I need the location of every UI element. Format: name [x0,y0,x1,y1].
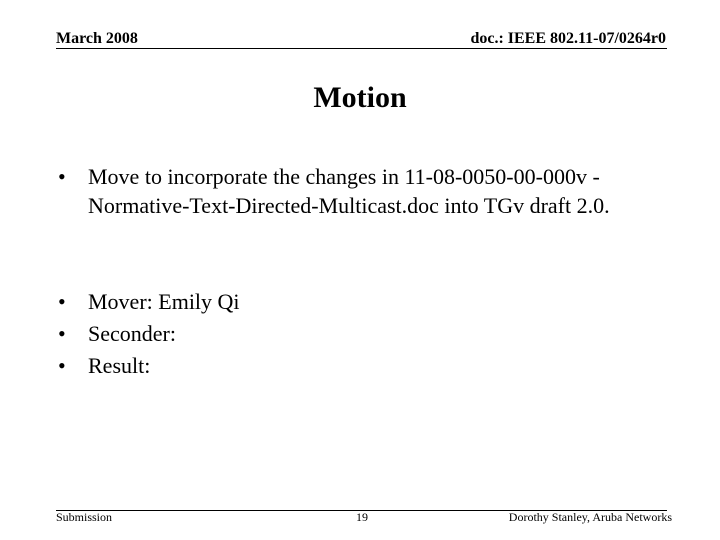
slide-title: Motion [313,81,407,114]
bullet-item-seconder [58,319,678,348]
motion-bullet-list [58,162,678,220]
bullet-item-mover [58,287,678,316]
bullet-item-result [58,351,678,380]
footer-page-number: 19 [356,510,368,524]
bullet-text: Seconder: [88,321,176,346]
footer-submission: Submission [56,510,113,524]
roles-bullet-list [58,287,678,383]
bullet-marker: • [58,321,66,346]
bullet-marker: • [58,289,66,314]
bullet-text: Move to incorporate the changes in 11-08-0050-00-000v -Normative-Text-Directed-Multicast.doc into TGv draft 2.0. [88,164,610,218]
footer-author: Dorothy Stanley, Aruba Networks [508,510,672,524]
header-rule [56,48,667,49]
bullet-marker: • [58,164,66,189]
bullet-marker: • [58,353,66,378]
header-date: March 2008 [56,30,138,47]
header-doc-id: doc.: IEEE 802.11-07/0264r0 [470,30,666,47]
bullet-item-motion [58,162,678,220]
bullet-text: Mover: Emily Qi [88,289,240,314]
bullet-text: Result: [88,353,151,378]
